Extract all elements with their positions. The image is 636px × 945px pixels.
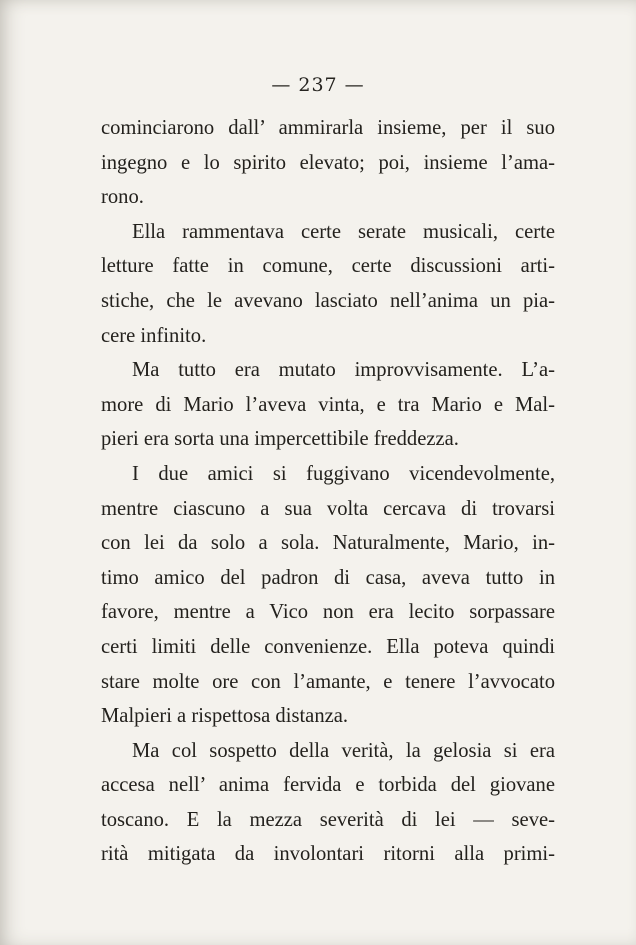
text-line: rono.: [101, 186, 144, 209]
text-line: pieri era sorta una impercettibile freddezza.: [101, 428, 459, 451]
text-line: stiche, che le avevano lasciato nell’anima un pia-: [101, 289, 555, 312]
text-line: Ella rammentava certe serate musicali, certe: [132, 220, 555, 243]
text-line: certi limiti delle convenienze. Ella poteva quindi: [101, 635, 555, 658]
text-line: cominciarono dall’ ammirarla insieme, per il suo: [101, 117, 555, 139]
body-text: [101, 111, 555, 872]
text-line: toscano. E la mezza severità di lei — seve-: [101, 808, 555, 831]
text-line: accesa nell’ anima fervida e torbida del giovane: [101, 774, 555, 797]
text-line: stare molte ore con l’amante, e tenere l’avvocato: [101, 670, 555, 693]
text-line: timo amico del padron di casa, aveva tutto in: [101, 566, 555, 589]
text-line: more di Mario l’aveva vinta, e tra Mario e Mal-: [101, 393, 555, 416]
page-number: — 237 —: [271, 74, 365, 96]
text-line: Ma tutto era mutato improvvisamente. L’a-: [132, 359, 555, 382]
text-line: favore, mentre a Vico non era lecito sorpassare: [101, 601, 555, 624]
text-line: rità mitigata da involontari ritorni alla primi-: [101, 843, 555, 866]
text-line: letture fatte in comune, certe discussioni arti-: [101, 255, 555, 278]
text-line: I due amici si fuggivano vicendevolmente,: [132, 462, 555, 485]
text-line: cere infinito.: [101, 324, 207, 347]
text-line: Malpieri a rispettosa distanza.: [101, 705, 349, 728]
text-line: Ma col sospetto della verità, la gelosia si era: [132, 739, 555, 762]
text-line: mentre ciascuno a sua volta cercava di trovarsi: [101, 497, 555, 520]
text-line: con lei da solo a sola. Naturalmente, Mario, in-: [101, 532, 555, 555]
text-line: ingegno e lo spirito elevato; poi, insieme l’ama-: [101, 151, 555, 174]
